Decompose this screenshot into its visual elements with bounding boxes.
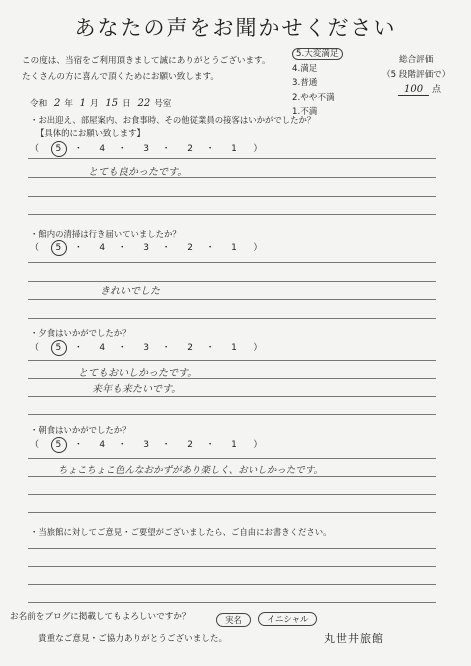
rating-option-5-selected[interactable]: 5 (51, 141, 67, 157)
date-year-unit: 年 (64, 99, 73, 109)
answer-line (28, 360, 436, 361)
date-month: 1 (79, 98, 87, 109)
rating-sep: ・ (205, 144, 216, 154)
answer-line (28, 281, 436, 282)
rating-open: （ (30, 243, 41, 253)
rating-option-5-selected[interactable]: 5 (51, 240, 67, 256)
answer-line (28, 262, 436, 263)
question-2: ・館内の清掃は行き届いていましたか？ (30, 229, 181, 239)
overall-score (398, 82, 441, 95)
question-3-answer-2[interactable]: 来年も来たいです。 (92, 384, 182, 395)
rating-option-3[interactable]: 3 (143, 440, 151, 450)
rating-option-5-selected[interactable]: 5 (51, 437, 67, 453)
room-number: 22 (137, 98, 151, 109)
date-era: 令和 (30, 99, 48, 109)
date-year: 2 (53, 98, 61, 109)
scale-2: 2.やや不満 (292, 92, 335, 103)
rating-option-2[interactable]: 2 (187, 144, 194, 154)
question-3-rating (30, 340, 263, 356)
date-day: 15 (105, 98, 119, 109)
scale-4: 4.満足 (292, 63, 318, 74)
blog-option-real-label[interactable]: 実名 (216, 613, 251, 627)
rating-option-4[interactable]: 4 (99, 243, 107, 253)
rating-option-1[interactable]: 1 (231, 440, 238, 450)
rating-sep: ・ (117, 243, 128, 253)
rating-scale-legend (292, 47, 343, 120)
rating-close: ） (253, 144, 264, 154)
rating-sep: ・ (161, 343, 172, 353)
intro-line-1: この度は、当宿をご利用頂きまして誠にありがとうございます。 (22, 56, 271, 66)
question-3-answer[interactable]: とてもおいしかったです。 (78, 368, 198, 379)
overall-label: 総合評価 (398, 55, 434, 65)
rating-sep: ・ (117, 440, 128, 450)
rating-option-4[interactable]: 4 (99, 440, 107, 450)
scale-5: 5.大変満足 (292, 48, 343, 60)
stay-date-room (30, 97, 171, 109)
answer-line (28, 214, 436, 215)
overall-sub: （5 段階評価で） (382, 69, 451, 80)
rating-option-3[interactable]: 3 (143, 144, 151, 154)
question-1: ・お出迎え、部屋案内、お食事時、その他従業員の接客はいかがでしたか？ (30, 115, 316, 125)
answer-line (28, 396, 436, 397)
rating-open: （ (30, 144, 41, 154)
rating-sep: ・ (117, 144, 128, 154)
rating-sep: ・ (205, 243, 216, 253)
question-2-answer[interactable]: きれいでした (100, 286, 160, 297)
blog-option-initial[interactable] (258, 607, 317, 626)
comment-line (28, 566, 436, 567)
rating-sep: ・ (161, 243, 172, 253)
question-4: ・朝食はいかがでしたか？ (30, 425, 131, 435)
rating-close: ） (253, 440, 264, 450)
comment-line (28, 602, 436, 603)
comment-line (28, 548, 436, 549)
rating-open: （ (30, 343, 41, 353)
question-4-answer[interactable]: ちょこちょこ色んなおかずがあり楽しく、おいしかったです。 (58, 465, 324, 476)
question-1-rating (30, 141, 263, 157)
answer-line (28, 299, 436, 300)
rating-sep: ・ (161, 440, 172, 450)
question-2-rating (30, 240, 263, 256)
date-day-unit: 日 (122, 99, 131, 109)
free-comment-prompt: ・当旅館に対してご意見・ご要望がございましたら、ご自由にお書きください。 (30, 527, 332, 537)
answer-line (28, 318, 436, 319)
blog-option-real[interactable] (216, 608, 251, 627)
rating-close: ） (253, 343, 264, 353)
rating-option-4[interactable]: 4 (99, 144, 107, 154)
intro-line-2: たくさんの方に喜んで頂くためにお願い致します。 (22, 72, 219, 82)
answer-line (28, 158, 436, 159)
answer-line (28, 414, 436, 415)
answer-line (28, 177, 436, 178)
question-4-rating (30, 437, 263, 453)
inn-name: 丸世井旅館 (324, 632, 384, 645)
rating-sep: ・ (73, 144, 84, 154)
rating-option-5-selected[interactable]: 5 (51, 340, 67, 356)
rating-option-1[interactable]: 1 (231, 343, 238, 353)
answer-line (28, 458, 436, 459)
overall-rating (382, 53, 450, 82)
rating-option-4[interactable]: 4 (99, 343, 107, 353)
rating-sep: ・ (205, 343, 216, 353)
answer-line (28, 512, 436, 513)
rating-sep: ・ (161, 144, 172, 154)
rating-open: （ (30, 440, 41, 450)
rating-option-2[interactable]: 2 (187, 243, 194, 253)
rating-sep: ・ (73, 440, 84, 450)
blog-question: お名前をブログに掲載してもよろしいですか？ (10, 612, 191, 622)
answer-line (28, 494, 436, 495)
answer-line (28, 476, 436, 477)
question-1-sub: 【具体的にお願い致します】 (36, 128, 145, 138)
scale-1: 1.不満 (292, 107, 318, 117)
room-unit: 号室 (154, 99, 172, 109)
blog-option-initial-label[interactable]: イニシャル (258, 612, 317, 626)
rating-option-1[interactable]: 1 (231, 144, 238, 154)
rating-sep: ・ (73, 243, 84, 253)
rating-close: ） (253, 243, 264, 253)
intro-text (22, 53, 271, 85)
rating-option-1[interactable]: 1 (231, 243, 238, 253)
rating-sep: ・ (205, 440, 216, 450)
page-title: あなたの声をお聞かせください (74, 16, 397, 40)
question-3: ・夕食はいかがでしたか？ (30, 328, 131, 338)
comment-line (28, 584, 436, 585)
date-month-unit: 月 (90, 99, 99, 109)
rating-option-2[interactable]: 2 (187, 343, 194, 353)
answer-line (28, 196, 436, 197)
rating-sep: ・ (73, 343, 84, 353)
rating-option-3[interactable]: 3 (143, 243, 151, 253)
thanks-message: 貴重なご意見・ご協力ありがとうございました。 (38, 634, 228, 644)
overall-score-unit: 点 (431, 85, 441, 95)
question-1-answer[interactable]: とても良かったです。 (88, 167, 188, 178)
answer-line (28, 378, 436, 379)
rating-option-2[interactable]: 2 (187, 440, 194, 450)
rating-sep: ・ (117, 343, 128, 353)
rating-option-3[interactable]: 3 (143, 343, 151, 353)
scale-3: 3.普通 (292, 78, 318, 88)
overall-score-value: 100 (398, 84, 429, 96)
